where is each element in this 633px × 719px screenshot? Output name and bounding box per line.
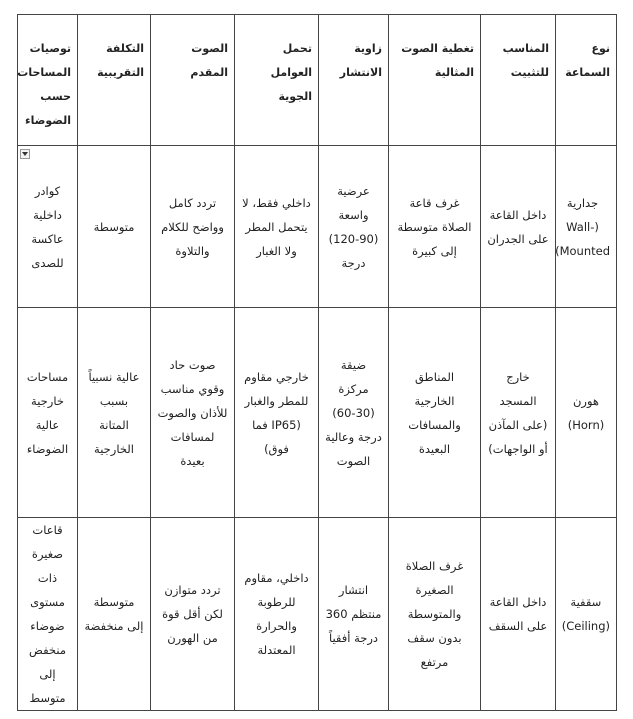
- table-cell: عرضية واسعة (90-120) درجة: [319, 146, 389, 308]
- table-cell: سقفية (Ceiling): [556, 518, 617, 711]
- header-weather-resistance: تحمل العوامل الجوية: [235, 15, 319, 146]
- table-cell: متوسطة إلى منخفضة: [78, 518, 151, 711]
- table-cell: تردد كامل وواضح للكلام والتلاوة: [151, 146, 235, 308]
- table-cell: مساحات خارجية عالية الضوضاء: [18, 308, 78, 518]
- header-dispersion-angle: زاوية الانتشار: [319, 15, 389, 146]
- table-cell: صوت حاد وقوي مناسب للأذان والصوت لمسافات بعيدة: [151, 308, 235, 518]
- table-cell: غرف قاعة الصلاة متوسطة إلى كبيرة: [389, 146, 481, 308]
- header-coverage: تغطية الصوت المثالية: [389, 15, 481, 146]
- table-cell: متوسطة: [78, 146, 151, 308]
- table-cell: داخلي فقط، لا يتحمل المطر ولا الغبار: [235, 146, 319, 308]
- table-cell: خارج المسجد (على المآذن أو الواجهات): [481, 308, 556, 518]
- table-cell: قاعات صغيرة ذات مستوى ضوضاء منخفض إلى متوسط: [18, 518, 78, 711]
- table-row: [18, 146, 617, 308]
- header-row: [18, 15, 617, 146]
- table-cell: عالية نسبياً بسبب المتانة الخارجية: [78, 308, 151, 518]
- table-cell: خارجي مقاوم للمطر والغبار (IP65 فما فوق): [235, 308, 319, 518]
- table-cell: داخل القاعة على الجدران: [481, 146, 556, 308]
- table-cell: غرف الصلاة الصغيرة والمتوسطة بدون سقف مرتفع: [389, 518, 481, 711]
- table-cell: داخل القاعة على السقف: [481, 518, 556, 711]
- table-cell: انتشار منتظم 360 درجة أفقياً: [319, 518, 389, 711]
- table-cell: تردد متوازن لكن أقل قوة من الهورن: [151, 518, 235, 711]
- cell-dropdown-icon[interactable]: [20, 149, 30, 159]
- table-cell: كوادر داخلية عاكسة للصدى: [18, 146, 78, 308]
- table-cell: ضيقة مركزة (30-60) درجة وعالية الصوت: [319, 308, 389, 518]
- table-cell: المناطق الخارجية والمسافات البعيدة: [389, 308, 481, 518]
- table-row: [18, 308, 617, 518]
- header-cost: التكلفة التقريبية: [78, 15, 151, 146]
- header-sound: الصوت المقدم: [151, 15, 235, 146]
- header-recommendations: توصيات المساحات حسب الضوضاء: [18, 15, 78, 146]
- table-cell: جدارية (Wall-Mounted): [556, 146, 617, 308]
- speaker-comparison-table: [17, 14, 617, 711]
- table-row: [18, 518, 617, 711]
- header-speaker-type: نوع السماعة: [556, 15, 617, 146]
- header-installation: المناسب للتثبيت: [481, 15, 556, 146]
- table-cell: داخلي، مقاوم للرطوبة والحرارة المعتدلة: [235, 518, 319, 711]
- table-cell: هورن (Horn): [556, 308, 617, 518]
